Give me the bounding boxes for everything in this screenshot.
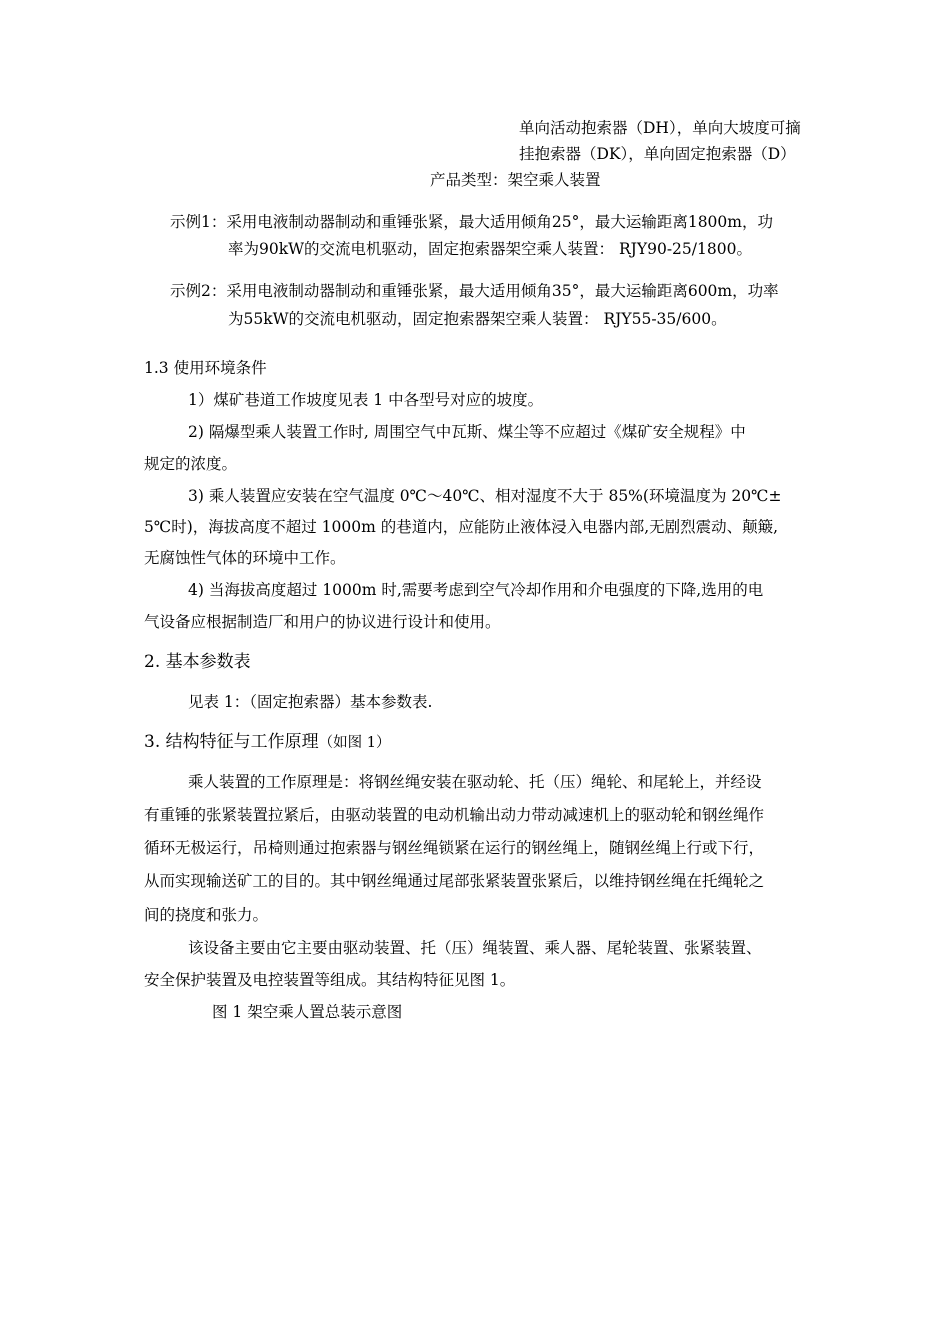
section-2-text: 见表 1：（固定抱索器）基本参数表.: [188, 693, 433, 711]
composition-line-2: 安全保护装置及电控装置等组成。其结构特征见图 1。: [144, 971, 516, 989]
condition-item-2-line-2: 规定的浓度。: [144, 455, 238, 473]
section-3-heading-text: 3. 结构特征与工作原理: [144, 732, 319, 752]
principle-line-2: 有重锤的张紧装置拉紧后，由驱动装置的电动机输出动力带动减速机上的驱动轮和钢丝绳作: [144, 806, 765, 824]
condition-item-2-line-1: 2) 隔爆型乘人装置工作时, 周围空气中瓦斯、煤尘等不应超过《煤矿安全规程》中: [188, 423, 746, 441]
section-1-3-heading: 1.3 使用环境条件: [144, 359, 267, 377]
condition-item-3-line-3: 无腐蚀性气体的环境中工作。: [144, 549, 346, 567]
section-3-heading-suffix: （如图 1）: [318, 735, 391, 751]
principle-line-5: 间的挠度和张力。: [144, 906, 269, 924]
principle-line-1: 乘人装置的工作原理是：将钢丝绳安装在驱动轮、托（压）绳轮、和尾轮上，并经设: [188, 773, 762, 791]
composition-line-1: 该设备主要由它主要由驱动装置、托（压）绳装置、乘人器、尾轮装置、张紧装置、: [188, 939, 762, 957]
condition-item-4-line-1: 4) 当海拔高度超过 1000m 时,需要考虑到空气冷却作用和介电强度的下降,选用的电: [188, 581, 764, 599]
condition-item-3-line-2: 5℃时)，海拔高度不超过 1000m 的巷道内，应能防止液体浸入电器内部,无剧烈震动、颠簸,: [144, 518, 779, 536]
condition-item-1: 1）煤矿巷道工作坡度见表 1 中各型号对应的坡度。: [188, 391, 544, 409]
figure-caption: 图 1 架空乘人置总装示意图: [212, 1003, 403, 1021]
example-1-line-1: 示例1：采用电液制动器制动和重锤张紧，最大适用倾角25°，最大运输距离1800m，功: [170, 213, 773, 231]
example-1-line-2: 率为90kW的交流电机驱动，固定抱索器架空乘人装置： RJY90-25/1800。: [228, 240, 752, 258]
header-line-1: 单向活动抱索器（DH），单向大坡度可摘: [519, 119, 801, 137]
section-3-heading: [144, 732, 390, 753]
product-type-line: 产品类型：架空乘人装置: [430, 171, 601, 189]
principle-line-4: 从而实现输送矿工的目的。其中钢丝绳通过尾部张紧装置张紧后，以维持钢丝绳在托绳轮之: [144, 872, 765, 890]
principle-line-3: 循环无极运行，吊椅则通过抱索器与钢丝绳锁紧在运行的钢丝绳上，随钢丝绳上行或下行，: [144, 839, 765, 857]
header-line-2: 挂抱索器（DK），单向固定抱索器（D）: [519, 145, 796, 163]
section-2-heading: 2. 基本参数表: [144, 652, 251, 672]
example-2-line-1: 示例2：采用电液制动器制动和重锤张紧，最大适用倾角35°，最大运输距离600m，功率: [170, 282, 779, 300]
condition-item-4-line-2: 气设备应根据制造厂和用户的协议进行设计和使用。: [144, 613, 501, 631]
example-2-line-2: 为55kW的交流电机驱动，固定抱索器架空乘人装置： RJY55-35/600。: [228, 310, 727, 328]
condition-item-3-line-1: 3) 乘人装置应安装在空气温度 0℃～40℃、相对湿度不大于 85%(环境温度为 20℃±: [188, 487, 782, 505]
